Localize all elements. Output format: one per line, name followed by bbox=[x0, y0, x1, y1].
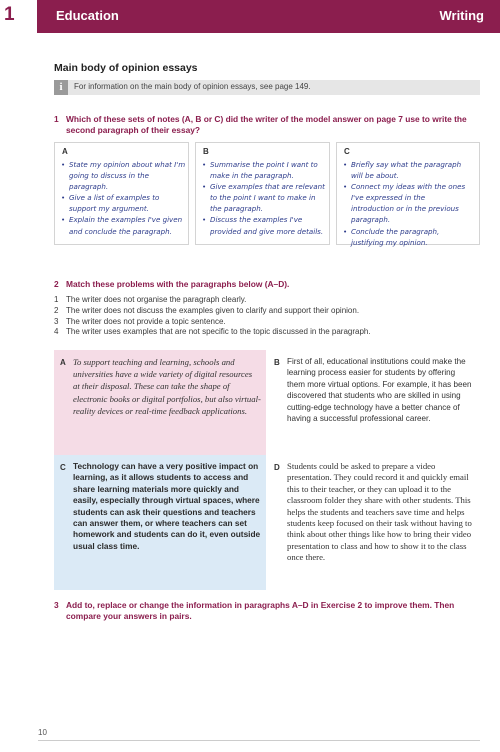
paragraph-label: A bbox=[60, 358, 66, 367]
note-item: • Conclude the paragraph, justifying my opinion. bbox=[343, 226, 469, 248]
list-item bbox=[54, 317, 480, 328]
notes-letter: B bbox=[203, 147, 209, 156]
item-number: 4 bbox=[54, 327, 59, 337]
paragraph-text: Technology can have a very positive impact on learning, as it allows students to access and share learning materials more quickly and easily, especially through virtual spaces, where students can ask their questions and teachers can answer them, or where teachers can set homework and students can do it, even outside usual class time. bbox=[73, 461, 261, 551]
question-text: Add to, replace or change the information in paragraphs A–D in Exercise 2 to improve them. Then compare your answers in pairs. bbox=[66, 600, 455, 621]
unit-number: 1 bbox=[4, 4, 15, 25]
note-item: • Give a list of examples to support my argument. bbox=[61, 192, 187, 214]
note-item: • State my opinion about what I'm going to discuss in the paragraph. bbox=[61, 159, 187, 192]
item-text: The writer uses examples that are not specific to the topic discussed in the paragraph. bbox=[66, 327, 371, 337]
paragraph-label: C bbox=[60, 463, 66, 472]
note-item: • Give examples that are relevant to the point I want to make in the paragraph. bbox=[202, 181, 328, 214]
list-item bbox=[54, 327, 480, 338]
paragraph-text: Students could be asked to prepare a video presentation. They could record it and quickly email this to their teacher, or they can upload it to the classroom folder they share with other students. This helps the students and teachers save time and helps students keep focused on their task without having to think about other things like how to bring their video presentation to class and how to show it to the class once there. bbox=[287, 461, 472, 563]
question-number: 1 bbox=[54, 114, 59, 124]
paragraph-text: First of all, educational institutions could make the learning process easier for students by offering them more virtual options. For example, it has been discovered that students who are skilled in using cutting-edge technology have a better chance of having a successful professional career. bbox=[287, 357, 472, 424]
notes-column-c bbox=[336, 142, 480, 245]
info-icon: i bbox=[54, 80, 68, 95]
page-number: 10 bbox=[38, 728, 47, 737]
item-number: 2 bbox=[54, 305, 59, 315]
question-number: 2 bbox=[54, 279, 59, 289]
header-title: Education bbox=[56, 8, 119, 23]
note-item: • Explain the examples I've given and conclude the paragraph. bbox=[61, 214, 187, 236]
note-item: • Connect my ideas with the ones I've expressed in the introduction or in the previous paragraph. bbox=[343, 181, 469, 225]
note-item: • Discuss the examples I've provided and give more details. bbox=[202, 214, 328, 236]
section-title: Main body of opinion essays bbox=[54, 62, 198, 74]
notes-column-b bbox=[195, 142, 330, 245]
notes-table bbox=[54, 142, 480, 245]
list-item bbox=[54, 295, 480, 306]
item-text: The writer does not organise the paragraph clearly. bbox=[66, 295, 247, 304]
notes-letter: C bbox=[344, 147, 350, 156]
info-bar bbox=[54, 80, 480, 95]
paragraph-c bbox=[54, 455, 266, 590]
problem-list bbox=[54, 295, 480, 338]
note-item: • Briefly say what the paragraph will be about. bbox=[343, 159, 469, 181]
notes-column-a bbox=[54, 142, 189, 245]
paragraph-label: B bbox=[274, 358, 280, 367]
unit-badge bbox=[0, 0, 37, 36]
paragraph-text: To support teaching and learning, schools and universities have a wide variety of digital resources at their disposal. These can take the shape of electronic books or digital portfolios, but also virtual-reality devices or real-time feedback applications. bbox=[73, 357, 261, 416]
item-number: 1 bbox=[54, 295, 59, 304]
item-text: The writer does not provide a topic sentence. bbox=[66, 316, 226, 326]
question-text: Which of these sets of notes (A, B or C) did the writer of the model answer on page 7 use to write the second paragraph of their essay? bbox=[66, 114, 467, 135]
question-number: 3 bbox=[54, 600, 59, 610]
question-text: Match these problems with the paragraphs below (A–D). bbox=[66, 279, 290, 289]
paragraph-label: D bbox=[274, 463, 280, 472]
paragraph-d bbox=[268, 455, 480, 595]
header-section: Writing bbox=[439, 8, 484, 23]
info-text: For information on the main body of opinion essays, see page 149. bbox=[74, 82, 311, 91]
list-item bbox=[54, 306, 480, 317]
page-header bbox=[0, 0, 500, 33]
note-item: • Summarise the point I want to make in the paragraph. bbox=[202, 159, 328, 181]
item-number: 3 bbox=[54, 316, 59, 326]
item-text: The writer does not discuss the examples given to clarify and support their opinion. bbox=[66, 305, 360, 315]
footer-divider bbox=[38, 740, 480, 741]
notes-letter: A bbox=[62, 147, 68, 156]
